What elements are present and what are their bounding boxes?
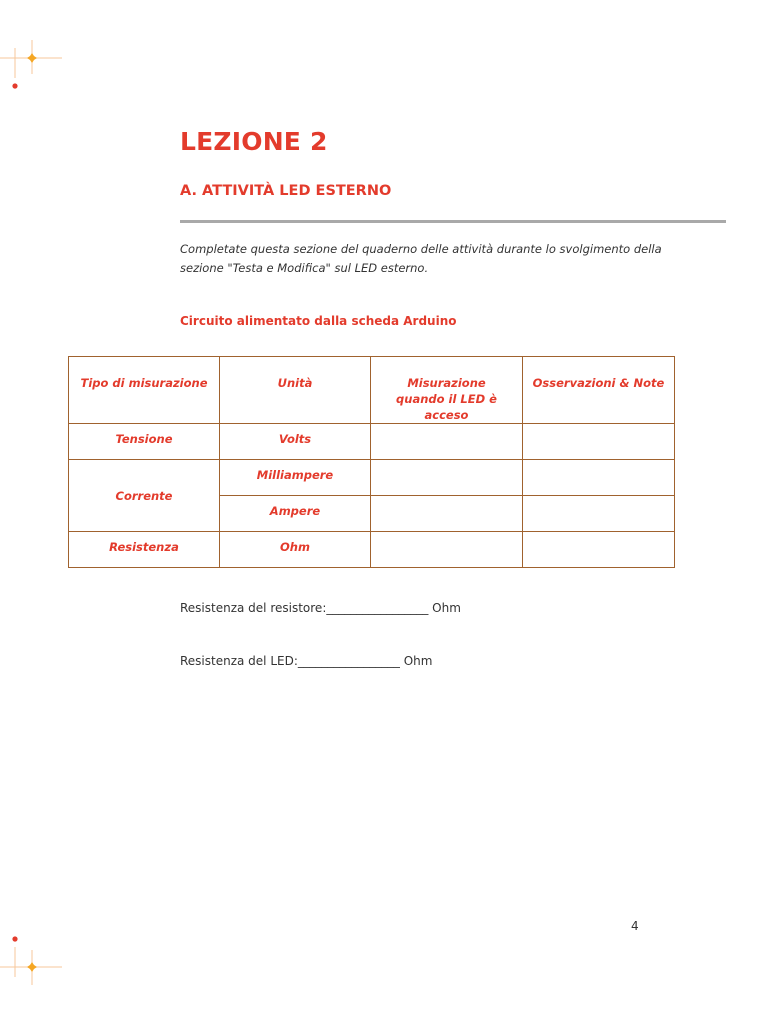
corner-crosshair-decoration-top xyxy=(0,30,70,90)
cell-notes[interactable] xyxy=(523,460,675,496)
cell-unit: Ohm xyxy=(220,532,371,568)
header-cell-type: Tipo di misurazione xyxy=(69,357,220,424)
cell-notes[interactable] xyxy=(523,532,675,568)
corner-crosshair-decoration-bottom xyxy=(0,930,70,990)
table-row xyxy=(69,532,675,568)
cell-unit: Volts xyxy=(220,424,371,460)
table-header-row xyxy=(69,357,675,424)
cell-unit: Ampere xyxy=(220,496,371,532)
circuit-heading: Circuito alimentato dalla scheda Arduino xyxy=(180,314,457,328)
cell-type: Tensione xyxy=(69,424,220,460)
page-number: 4 xyxy=(631,919,639,933)
cell-measurement[interactable] xyxy=(371,532,523,568)
intro-paragraph xyxy=(180,240,680,278)
intro-line-1: Completate questa sezione del quaderno delle attività durante lo svolgimento della xyxy=(180,242,662,256)
cell-type: Corrente xyxy=(69,460,220,532)
table-row xyxy=(69,460,675,496)
cell-measurement[interactable] xyxy=(371,424,523,460)
measurement-table xyxy=(68,356,675,568)
divider xyxy=(180,220,726,223)
header-cell-unit: Unità xyxy=(220,357,371,424)
header-cell-notes: Osservazioni & Note xyxy=(523,357,675,424)
intro-line-2: sezione "Testa e Modifica" sul LED esterno. xyxy=(180,261,429,275)
header-cell-measurement: Misurazione quando il LED è acceso xyxy=(371,357,523,424)
cell-unit: Milliampere xyxy=(220,460,371,496)
cell-notes[interactable] xyxy=(523,496,675,532)
table-row xyxy=(69,424,675,460)
cell-type: Resistenza xyxy=(69,532,220,568)
cell-measurement[interactable] xyxy=(371,460,523,496)
resistor-resistance-line: Resistenza del resistore:_________________ Ohm xyxy=(180,601,461,615)
cell-notes[interactable] xyxy=(523,424,675,460)
page-title: LEZIONE 2 xyxy=(180,127,328,156)
led-resistance-line: Resistenza del LED:_________________ Ohm xyxy=(180,654,433,668)
section-subtitle: A. ATTIVITÀ LED ESTERNO xyxy=(180,183,392,199)
cell-measurement[interactable] xyxy=(371,496,523,532)
